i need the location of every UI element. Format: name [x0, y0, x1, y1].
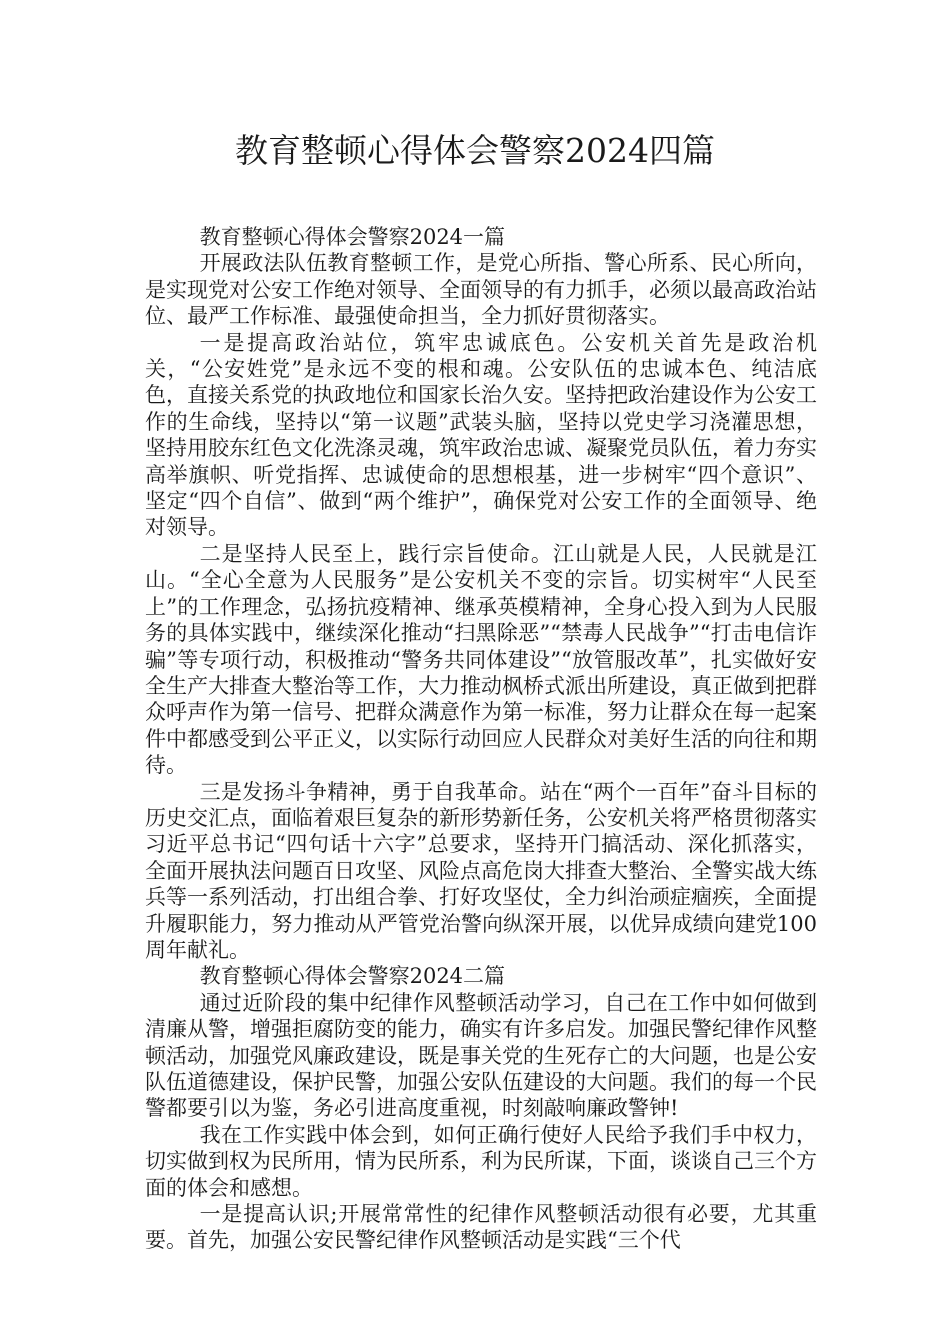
- paragraph: 一是提高政治站位，筑牢忠诚底色。公安机关首先是政治机关，“公安姓党”是永远不变的根和魂。公安队伍的忠诚本色、纯洁底色，直接关系党的执政地位和国家长治久安。坚持把政治建设作为公安工作的生命线，坚持以“第一议题”武装头脑，坚持以党史学习浇灌思想，坚持用胶东红色文化洗涤灵魂，筑牢政治忠诚、凝聚党员队伍，着力夯实高举旗帜、听党指挥、忠诚使命的思想根基，进一步树牢“四个意识”、坚定“四个自信”、做到“两个维护”，确保党对公安工作的全面领导、绝对领导。: [145, 330, 817, 540]
- paragraph: 二是坚持人民至上，践行宗旨使命。江山就是人民，人民就是江山。“全心全意为人民服务”是公安机关不变的宗旨。切实树牢“人民至上”的工作理念，弘扬抗疫精神、继承英模精神，全身心投入到为人民服务的具体实践中，继续深化推动“扫黑除恶”“禁毒人民战争”“打击电信诈骗”等专项行动，积极推动“警务共同体建设”“放管服改革”，扎实做好安全生产大排查大整治等工作，大力推动枫桥式派出所建设，真正做到把群众呼声作为第一信号、把群众满意作为第一标准，努力让群众在每一起案件中都感受到公平正义，以实际行动回应人民群众对美好生活的向往和期待。: [145, 541, 817, 778]
- document-title: 教育整顿心得体会警察2024四篇: [235, 131, 715, 170]
- document-body: [145, 224, 817, 1254]
- paragraph: 一是提高认识;开展常常性的纪律作风整顿活动很有必要，尤其重要。首先，加强公安民警纪律作风整顿活动是实践“三个代: [145, 1202, 817, 1253]
- section-heading-1: 教育整顿心得体会警察2024一篇: [199, 225, 506, 249]
- paragraph: 开展政法队伍教育整顿工作，是党心所指、警心所系、民心所向，是实现党对公安工作绝对领导、全面领导的有力抓手，必须以最高政治站位、最严工作标准、最强使命担当，全力抓好贯彻落实。: [145, 251, 817, 329]
- paragraph: 通过近阶段的集中纪律作风整顿活动学习，自己在工作中如何做到清廉从警，增强拒腐防变的能力，确实有许多启发。加强民警纪律作风整顿活动，加强党风廉政建设，既是事关党的生死存亡的大问题，也是公安队伍道德建设，保护民警，加强公安队伍建设的大问题。我们的每一个民警都要引以为鉴，务必引进高度重视，时刻敲响廉政警钟!: [145, 990, 817, 1121]
- paragraph: 三是发扬斗争精神，勇于自我革命。站在“两个一百年”奋斗目标的历史交汇点，面临着艰巨复杂的新形势新任务，公安机关将严格贯彻落实习近平总书记“四句话十六字”总要求，坚持开门搞活动、深化抓落实，全面开展执法问题百日攻坚、风险点高危岗大排查大整治、全警实战大练兵等一系列活动，打出组合拳、打好攻坚仗，全力纠治顽症痼疾，全面提升履职能力，努力推动从严管党治警向纵深开展，以优异成绩向建党100周年献礼。: [145, 779, 817, 962]
- paragraph: 我在工作实践中体会到，如何正确行使好人民给予我们手中权力，切实做到权为民所用，情为民所系，利为民所谋，下面，谈谈自己三个方面的体会和感想。: [145, 1122, 817, 1200]
- section-heading-2: 教育整顿心得体会警察2024二篇: [199, 964, 506, 989]
